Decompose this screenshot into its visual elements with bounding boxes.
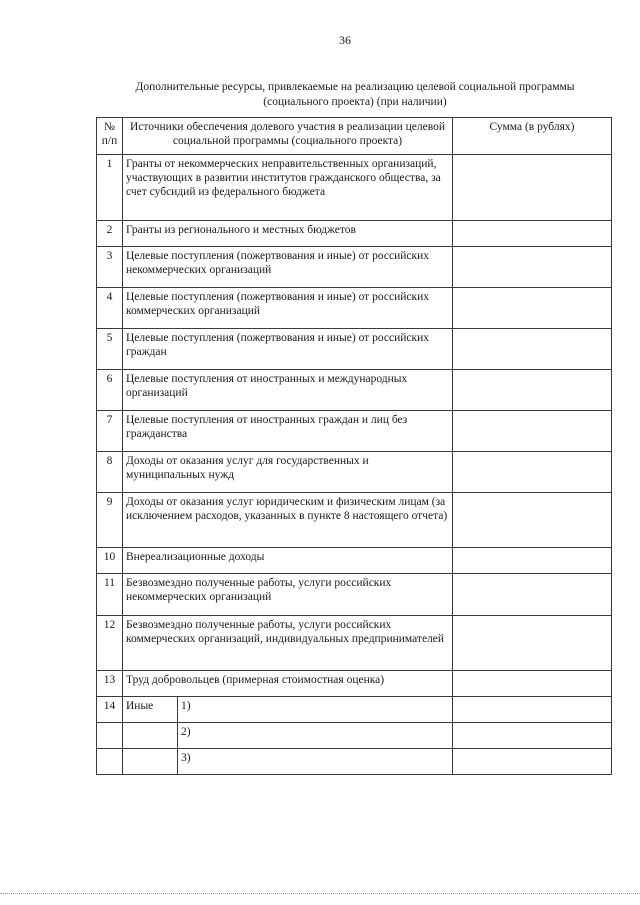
row-sum-cell[interactable] — [453, 411, 612, 452]
row-number: 10 — [97, 548, 123, 574]
row-number: 7 — [97, 411, 123, 452]
table-title — [100, 80, 610, 110]
row-number: 3 — [97, 247, 123, 288]
row-sum-cell[interactable] — [453, 370, 612, 411]
row-source: Целевые поступления (пожертвования и иные) от российских граждан — [123, 329, 453, 370]
row-source: Гранты из регионального и местных бюджетов — [123, 221, 453, 247]
row-number: 5 — [97, 329, 123, 370]
row-source: Безвозмездно полученные работы, услуги российских некоммерческих организаций — [123, 574, 453, 616]
table-row — [97, 548, 612, 574]
header-number: № п/п — [97, 118, 123, 155]
empty-cell — [97, 749, 123, 775]
row-number: 1 — [97, 155, 123, 221]
table-row-other — [97, 749, 612, 775]
table-row — [97, 370, 612, 411]
table-row — [97, 493, 612, 548]
other-item[interactable]: 3) — [178, 749, 453, 775]
resources-table — [96, 117, 612, 775]
other-label: Иные — [123, 697, 178, 723]
empty-cell — [123, 723, 178, 749]
other-item[interactable]: 1) — [178, 697, 453, 723]
row-sum-cell[interactable] — [453, 452, 612, 493]
row-sum-cell[interactable] — [453, 574, 612, 616]
row-sum-cell[interactable] — [453, 697, 612, 723]
title-line-1: Дополнительные ресурсы, привлекаемые на реализацию целевой социальной программы — [135, 81, 575, 93]
row-sum-cell[interactable] — [453, 493, 612, 548]
table-row — [97, 155, 612, 221]
row-sum-cell[interactable] — [453, 288, 612, 329]
row-source: Гранты от некоммерческих неправительственных организаций, участвующих в развитии институтов гражданского общества, за счет субсидий из федерального бюджета — [123, 155, 453, 221]
title-line-2: (социального проекта) (при наличии) — [263, 96, 447, 108]
row-number: 2 — [97, 221, 123, 247]
row-number: 9 — [97, 493, 123, 548]
row-sum-cell[interactable] — [453, 155, 612, 221]
row-source: Доходы от оказания услуг для государственных и муниципальных нужд — [123, 452, 453, 493]
row-number: 4 — [97, 288, 123, 329]
row-sum-cell[interactable] — [453, 221, 612, 247]
row-sum-cell[interactable] — [453, 329, 612, 370]
table-row — [97, 671, 612, 697]
empty-cell — [97, 723, 123, 749]
row-source: Целевые поступления (пожертвования и иные) от российских некоммерческих организаций — [123, 247, 453, 288]
row-number: 11 — [97, 574, 123, 616]
row-source: Целевые поступления от иностранных и международных организаций — [123, 370, 453, 411]
row-number: 6 — [97, 370, 123, 411]
row-source: Труд добровольцев (примерная стоимостная оценка) — [123, 671, 453, 697]
row-source: Доходы от оказания услуг юридическим и физическим лицам (за исключением расходов, указанных в пункте 8 настоящего отчета) — [123, 493, 453, 548]
row-source: Целевые поступления от иностранных граждан и лиц без гражданства — [123, 411, 453, 452]
table-row-other — [97, 723, 612, 749]
table-row — [97, 288, 612, 329]
table-row — [97, 411, 612, 452]
row-source: Целевые поступления (пожертвования и иные) от российских коммерческих организаций — [123, 288, 453, 329]
other-item[interactable]: 2) — [178, 723, 453, 749]
empty-cell — [123, 749, 178, 775]
row-sum-cell[interactable] — [453, 616, 612, 671]
table-row-other — [97, 697, 612, 723]
row-number: 8 — [97, 452, 123, 493]
row-sum-cell[interactable] — [453, 671, 612, 697]
table-header-row — [97, 118, 612, 155]
table-row — [97, 574, 612, 616]
table-row — [97, 247, 612, 288]
table-row — [97, 452, 612, 493]
header-source: Источники обеспечения долевого участия в реализации целевой социальной программы (социального проекта) — [123, 118, 453, 155]
header-sum: Сумма (в рублях) — [453, 118, 612, 155]
row-sum-cell[interactable] — [453, 723, 612, 749]
row-sum-cell[interactable] — [453, 548, 612, 574]
table-row — [97, 329, 612, 370]
row-number: 14 — [97, 697, 123, 723]
table-row — [97, 616, 612, 671]
table-row — [97, 221, 612, 247]
row-number: 12 — [97, 616, 123, 671]
row-source: Внереализационные доходы — [123, 548, 453, 574]
page-bottom-divider — [0, 893, 640, 894]
page-number: 36 — [339, 33, 351, 47]
row-number: 13 — [97, 671, 123, 697]
row-source: Безвозмездно полученные работы, услуги российских коммерческих организаций, индивидуальных предпринимателей — [123, 616, 453, 671]
row-sum-cell[interactable] — [453, 247, 612, 288]
row-sum-cell[interactable] — [453, 749, 612, 775]
